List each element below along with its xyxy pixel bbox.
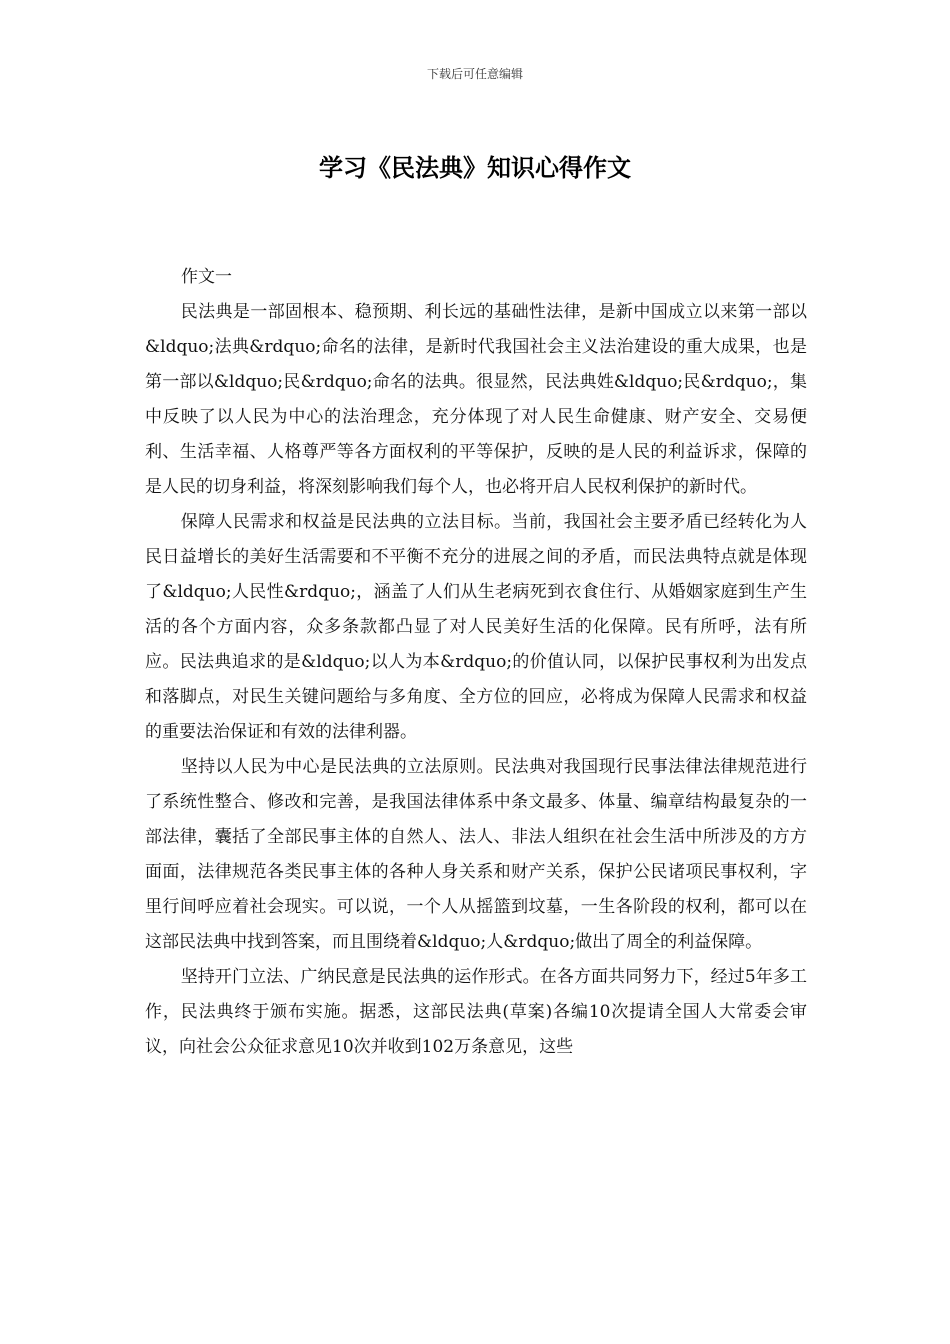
document-title: 学习《民法典》知识心得作文	[319, 154, 631, 182]
paragraph-3: 坚持以人民为中心是民法典的立法原则。民法典对我国现行民事法律法律规范进行了系统性整合、修改和完善，是我国法律体系中条文最多、体量、编章结构最复杂的一部法律，囊括了全部民事主体的自然人、法人、非法人组织在社会生活中所涉及的方方面面，法律规范各类民事主体的各种人身关系和财产关系，保护公民诸项民事权利，字里行间呼应着社会现实。可以说，一个人从摇篮到坟墓，一生各阶段的权利，都可以在这部民法典中找到答案，而且围绕着&ldquo;人&rdquo;做出了周全的利益保障。	[145, 757, 807, 952]
paragraph-2: 保障人民需求和权益是民法典的立法目标。当前，我国社会主要矛盾已经转化为人民日益增长的美好生活需要和不平衡不充分的进展之间的矛盾，而民法典特点就是体现了&ldquo;人民性&rdquo;，涵盖了人们从生老病死到衣食住行、从婚姻家庭到生产生活的各个方面内容，众多条款都凸显了对人民美好生活的化保障。民有所呼，法有所应。民法典追求的是&ldquo;以人为本&rdquo;的价值认同，以保护民事权利为出发点和落脚点，对民生关键问题给与多角度、全方位的回应，必将成为保障人民需求和权益的重要法治保证和有效的法律利器。	[145, 512, 807, 742]
header-note: 下载后可任意编辑	[426, 67, 523, 81]
paragraph-1: 民法典是一部固根本、稳预期、利长远的基础性法律，是新中国成立以来第一部以&ldquo;法典&rdquo;命名的法律，是新时代我国社会主义法治建设的重大成果，也是第一部以&ldquo;民&rdquo;命名的法典。很显然，民法典姓&ldquo;民&rdquo;，集中反映了以人民为中心的法治理念，充分体现了对人民生命健康、财产安全、交易便利、生活幸福、人格尊严等各方面权利的平等保护，反映的是人民的利益诉求，保障的是人民的切身利益，将深刻影响我们每个人，也必将开启人民权利保护的新时代。	[145, 302, 807, 497]
document-body	[145, 260, 807, 1065]
paragraph-4: 坚持开门立法、广纳民意是民法典的运作形式。在各方面共同努力下，经过5年多工作，民法典终于颁布实施。据悉，这部民法典(草案)各编10次提请全国人大常委会审议，向社会公众征求意见10次并收到102万条意见，这些	[145, 967, 807, 1057]
section-label: 作文一	[181, 267, 232, 287]
